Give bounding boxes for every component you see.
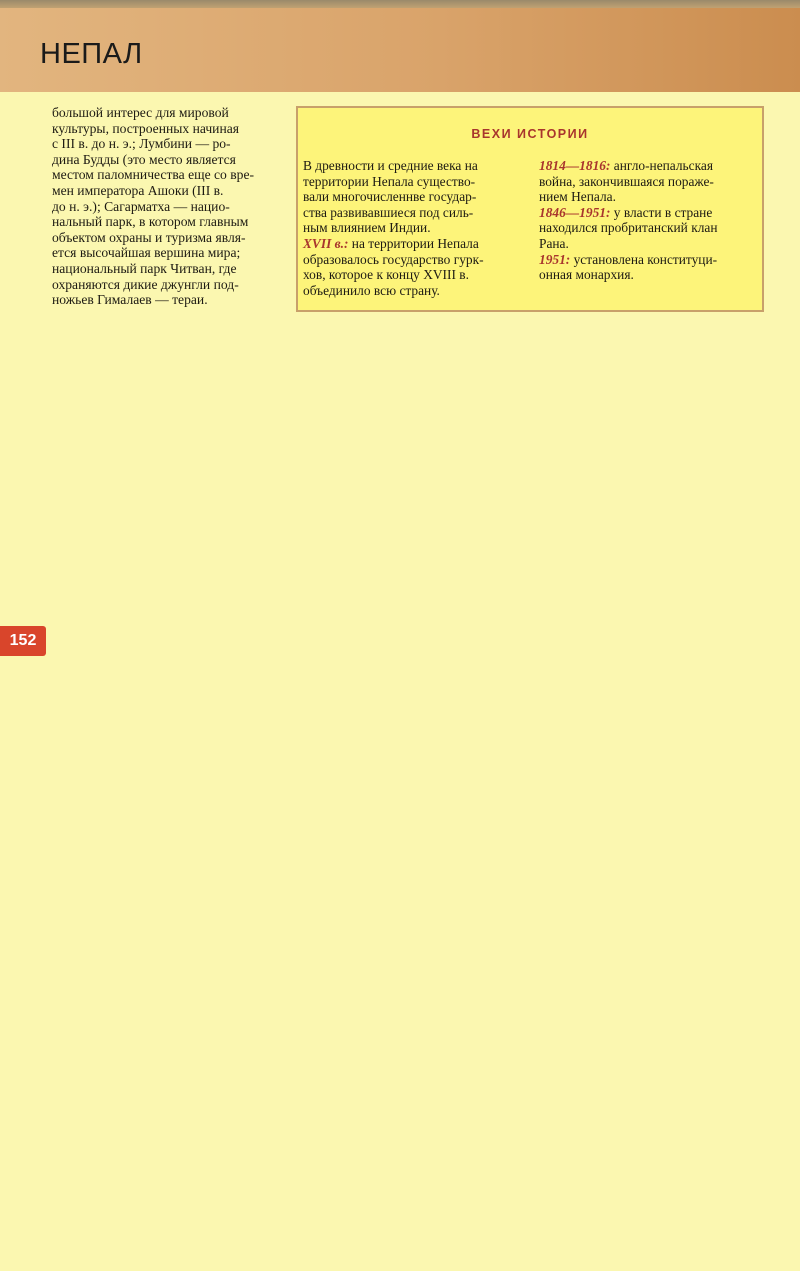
history-intro-line: территории Непала существо- [303,173,476,189]
history-right-column [539,158,761,283]
body-line: большой интерес для мировой [52,105,229,120]
history-intro-line: ства развивавшиеся под силь- [303,204,474,220]
history-entry-text: на территории Непала [348,235,479,251]
history-intro-line: ным влиянием Индии. [303,220,431,236]
header-band [0,8,800,92]
history-entry-line: находился пробританский клан [539,220,718,236]
history-entry-line: образовалось государство гурк- [303,251,484,267]
page-number-tab: 152 [0,626,46,656]
history-entry-text: англо-непальская [610,158,714,173]
history-entry-line: онная монархия. [539,267,634,283]
history-entry-line: нием Непала. [539,189,616,205]
body-line: объектом охраны и туризма явля- [52,229,246,245]
history-intro-line: вали многочисленнве государ- [303,189,477,205]
history-entry-first-line [539,205,761,221]
body-line: национальный парк Читван, где [52,260,237,276]
history-entry-date: 1846—1951: [539,204,611,220]
history-entry-text: у власти в стране [610,204,713,220]
history-entry-text: установлена конституци- [570,251,718,267]
history-entry-date: 1814—1816: [539,158,611,173]
history-entry-date: 1951: [539,251,571,267]
history-milestones-box [296,106,764,312]
body-line: охраняются дикие джунгли под- [52,276,239,292]
history-entry-line: хов, которое к концу XVIII в. [303,267,469,283]
history-intro-line: В древности и средние века на [303,158,478,173]
body-line: ется высочайшая вершина мира; [52,245,241,261]
body-line: до н. э.); Сагарматха — нацио- [52,198,230,214]
history-entry-first-line [539,158,761,174]
history-entry-first-line [539,252,761,268]
body-line: с III в. до н. э.; Лумбини — ро- [52,136,231,152]
body-line: ножьев Гималаев — тераи. [52,292,208,308]
history-box-title: ВЕХИ ИСТОРИИ [471,127,589,141]
history-entry-line: объединило всю страну. [303,282,440,298]
page-title: НЕПАЛ [40,38,143,70]
body-line: дина Будды (это место является [52,151,236,167]
body-line: местом паломничества еще со вре- [52,167,255,183]
body-line: нальный парк, в котором главным [52,214,249,230]
history-entry-line: Рана. [539,235,569,251]
history-entry-date: XVII в.: [303,235,349,251]
body-line: мен императора Ашоки (III в. [52,182,224,198]
body-line: культуры, построенных начиная [52,120,240,136]
history-entry-first-line [303,236,523,252]
body-text-column [52,105,276,308]
history-entry-line: война, закончившаяся пораже- [539,173,714,189]
history-left-column [303,158,523,298]
